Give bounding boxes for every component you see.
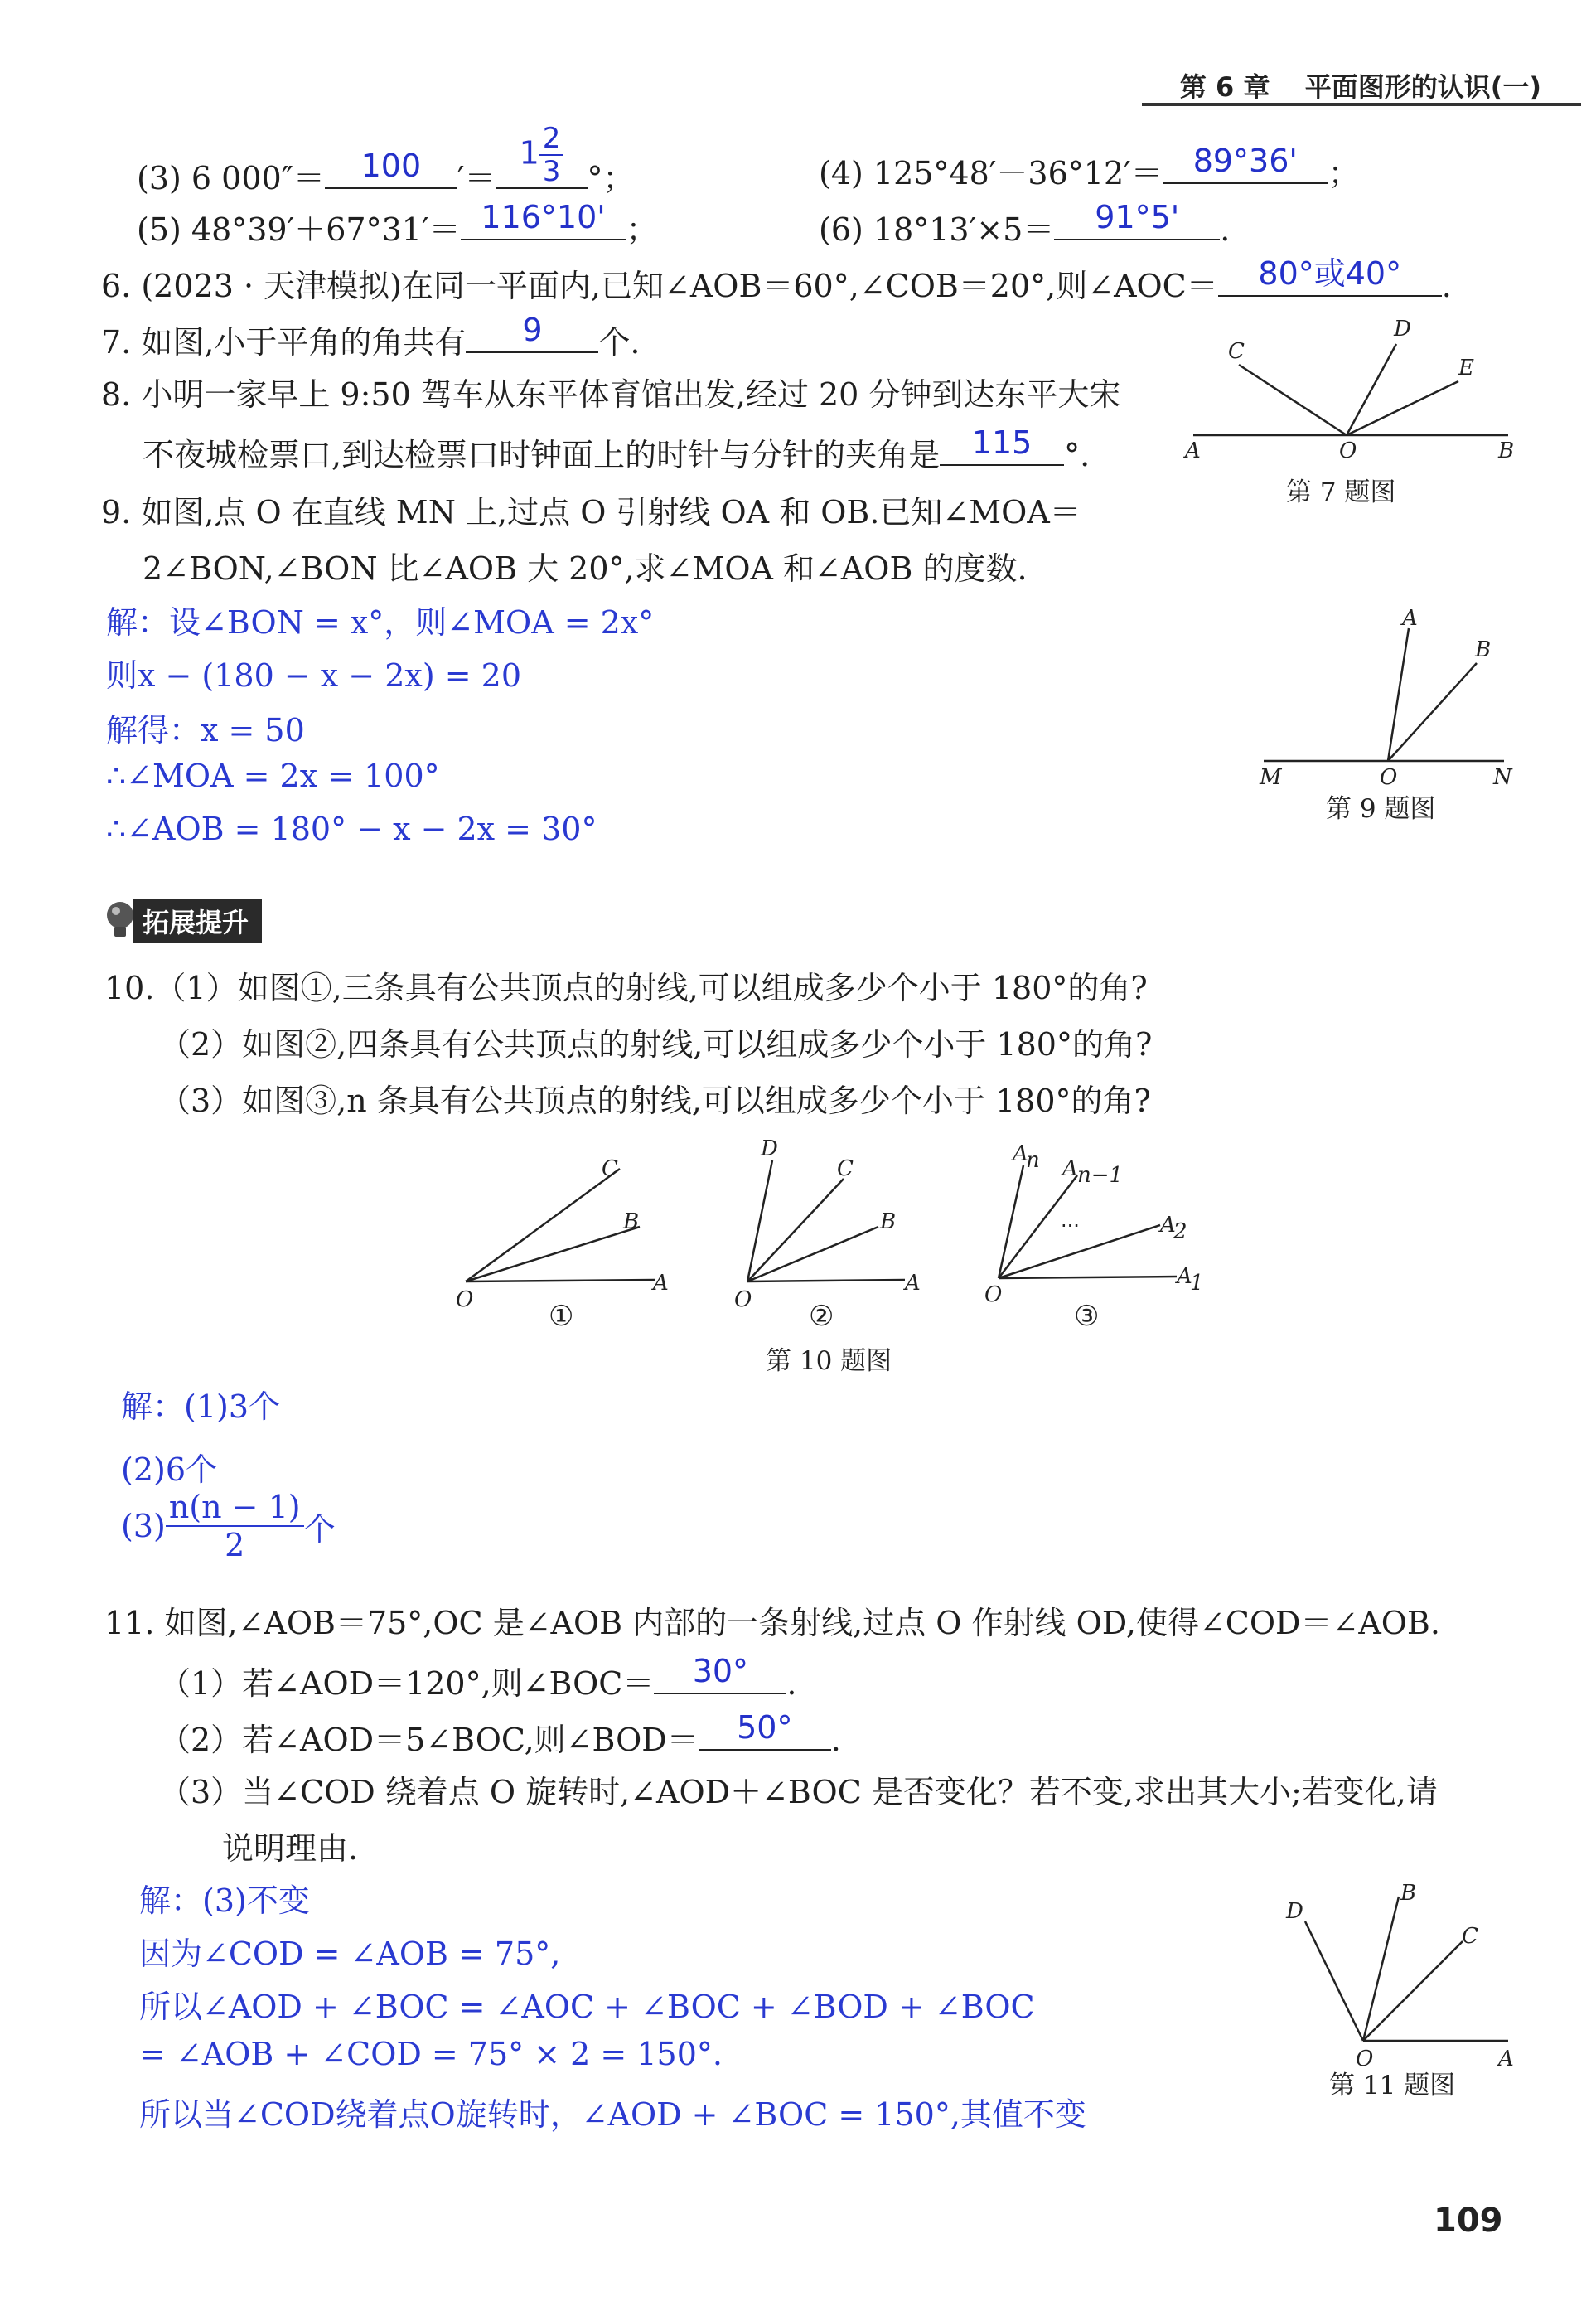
svg-text:O: O <box>734 1287 752 1312</box>
svg-text:n−1: n−1 <box>1077 1163 1124 1188</box>
svg-text:O: O <box>456 1287 474 1312</box>
svg-text:A: A <box>1062 1156 1078 1181</box>
chapter-header <box>1180 66 1541 104</box>
q9-solution-line4: ∴∠MOA = 2x = 100° <box>106 758 440 794</box>
answer-q5-6: 91°5' <box>1095 199 1180 235</box>
fig7-label-b: B <box>1498 438 1515 463</box>
fig9-label-b: B <box>1475 637 1492 662</box>
section-title: 拓展提升 <box>133 899 262 943</box>
figure-11-caption: 第 11 题图 <box>1329 2071 1456 2100</box>
q11-solution-line1: 解：(3)不变 <box>139 1882 310 1919</box>
question-7: 7. 如图,小于平角的角共有 9 个. <box>101 312 641 361</box>
fig7-label-c: C <box>1228 339 1245 364</box>
question-11-part3-line2: 说明理由. <box>222 1830 359 1867</box>
svg-text:A: A <box>653 1271 669 1296</box>
answer-q7: 9 <box>522 312 543 348</box>
q9-solution-line5: ∴∠AOB = 180° − x − 2x = 30° <box>106 811 597 847</box>
q10-solution-line1: 解：(1)3个 <box>121 1388 281 1425</box>
answer-q5-5: 116°10' <box>481 199 606 235</box>
svg-text:B: B <box>880 1209 897 1234</box>
figure-9-caption: 第 9 题图 <box>1326 794 1436 824</box>
answer-q5-4: 89°36' <box>1192 143 1298 179</box>
svg-text:A: A <box>1160 1213 1176 1238</box>
chapter-number: 第 6 章 <box>1179 71 1270 103</box>
fig7-label-e: E <box>1458 356 1474 380</box>
fig11-label-o: O <box>1356 2047 1374 2071</box>
q10-solution-line3: (3) $\frac{n(n - 1)}{2}$ 个 <box>121 1489 336 1563</box>
svg-text:D: D <box>761 1136 778 1161</box>
q11-solution-line2: 因为∠COD = ∠AOB = 75°, <box>139 1936 561 1972</box>
fig10-diagram-3 <box>984 1141 1204 1307</box>
fig7-label-d: D <box>1394 317 1411 342</box>
figure-11 <box>1276 1882 1525 2081</box>
svg-text:A: A <box>1013 1141 1028 1166</box>
q11-solution-line4: = ∠AOB + ∠COD = 75° × 2 = 150°. <box>139 2036 723 2072</box>
fig9-label-o: O <box>1380 765 1398 790</box>
answer-q5-3a: 100 <box>360 148 422 184</box>
svg-text:C: C <box>837 1156 854 1181</box>
question-9-line1: 9. 如图,点 O 在直线 MN 上,过点 O 引射线 OA 和 OB.已知∠MOA＝ <box>101 494 1081 531</box>
answer-q6: 80°或40° <box>1258 255 1402 292</box>
header-rule <box>1142 103 1581 106</box>
figure-10-caption: 第 10 题图 <box>766 1346 892 1376</box>
answer-q5-3b: 1 $\frac{2}{3}$ <box>496 123 588 187</box>
question-11-part3-line1: （3）当∠COD 绕着点 O 旋转时,∠AOD＋∠BOC 是否变化？若不变,求出其大小;若变化,请 <box>159 1774 1438 1810</box>
question-11-part2: （2）若∠AOD＝5∠BOC,则∠BOD＝ 50° . <box>159 1709 841 1758</box>
fig10-sub-2: ② <box>809 1300 834 1333</box>
q5-part3: (3) 6 000″＝ 100 ′＝ 1 $\frac{2}{3}$ °； <box>137 122 635 196</box>
lightbulb-icon <box>104 900 136 942</box>
svg-text:2: 2 <box>1173 1219 1187 1244</box>
fig10-diagram-1 <box>456 1156 669 1312</box>
q9-solution-line2: 则x − (180 − x − 2x) = 20 <box>106 657 521 694</box>
question-8-line1: 8. 小明一家早上 9:50 驾车从东平体育馆出发,经过 20 分钟到达东平大宋 <box>101 376 1121 413</box>
question-8-line2: 不夜城检票口,到达检票口时钟面上的时针与分针的夹角是 115 °. <box>143 424 1091 473</box>
q5-part6: (6) 18°13′×5＝ 91°5' . <box>819 199 1231 248</box>
q11-solution-line5: 所以当∠COD绕着点O旋转时，∠AOD + ∠BOC = 150°,其值不变 <box>139 2096 1086 2133</box>
question-11-stem: 11. 如图,∠AOB＝75°,OC 是∠AOB 内部的一条射线,过点 O 作射线 OD,使得∠COD＝∠AOB. <box>104 1605 1440 1641</box>
q11-solution-line3: 所以∠AOD + ∠BOC = ∠AOC + ∠BOC + ∠BOD + ∠BOC <box>139 1989 1035 2025</box>
question-11-part1: （1）若∠AOD＝120°,则∠BOC＝ 30° . <box>159 1653 797 1702</box>
answer-q11-1: 30° <box>692 1653 749 1689</box>
fig10-sub-1: ① <box>549 1300 574 1333</box>
fig10-dots: ... <box>1061 1209 1080 1232</box>
fig9-label-m: M <box>1260 765 1282 790</box>
question-10-part2: （2）如图②,四条具有公共顶点的射线,可以组成多少个小于 180°的角? <box>159 1026 1153 1063</box>
question-10-part3: （3）如图③,n 条具有公共顶点的射线,可以组成多少个小于 180°的角? <box>159 1083 1151 1119</box>
fig11-label-d: D <box>1286 1899 1303 1924</box>
fig11-label-c: C <box>1462 1924 1478 1949</box>
fig11-label-b: B <box>1400 1882 1417 1906</box>
figure-9 <box>1243 603 1525 794</box>
section-banner <box>104 900 262 942</box>
svg-text:A: A <box>1177 1264 1192 1289</box>
q9-solution-line3: 解得：x = 50 <box>106 712 305 749</box>
question-9-line2: 2∠BON,∠BON 比∠AOB 大 20°,求∠MOA 和∠AOB 的度数. <box>143 550 1028 587</box>
q5-part4: (4) 125°48′－36°12′＝ 89°36' ； <box>819 143 1360 191</box>
fig9-label-n: N <box>1493 765 1512 790</box>
q10-solution-line2: (2)6个 <box>121 1451 218 1488</box>
page-number: 109 <box>1434 2202 1503 2240</box>
q9-solution-line1: 解：设∠BON = x°，则∠MOA = 2x° <box>106 604 655 641</box>
svg-text:n: n <box>1026 1148 1040 1173</box>
svg-text:A: A <box>905 1271 921 1296</box>
fig10-sub-3: ③ <box>1074 1300 1100 1333</box>
fig9-label-a: A <box>1402 606 1418 631</box>
fig11-label-a: A <box>1498 2047 1514 2071</box>
chapter-title: 平面图形的认识(一) <box>1304 71 1541 103</box>
svg-text:1: 1 <box>1190 1271 1204 1296</box>
question-10-part1: 10.（1）如图①,三条具有公共顶点的射线,可以组成多少个小于 180°的角? <box>104 970 1148 1006</box>
svg-text:C: C <box>602 1156 618 1181</box>
answer-q8: 115 <box>971 424 1033 461</box>
answer-q11-2: 50° <box>737 1709 793 1746</box>
fig10-diagram-2 <box>734 1136 921 1312</box>
figure-7-caption: 第 7 题图 <box>1286 477 1396 507</box>
question-6: 6. (2023 · 天津模拟)在同一平面内,已知∠AOB＝60°,∠COB＝20°,则∠AOC＝ 80°或40° . <box>101 255 1452 304</box>
fig7-label-o: O <box>1339 438 1357 463</box>
q5-part5: (5) 48°39′＋67°31′＝ 116°10' ； <box>137 199 658 248</box>
svg-text:O: O <box>984 1282 1003 1307</box>
fig7-label-a: A <box>1185 438 1201 463</box>
svg-text:B: B <box>623 1209 640 1234</box>
